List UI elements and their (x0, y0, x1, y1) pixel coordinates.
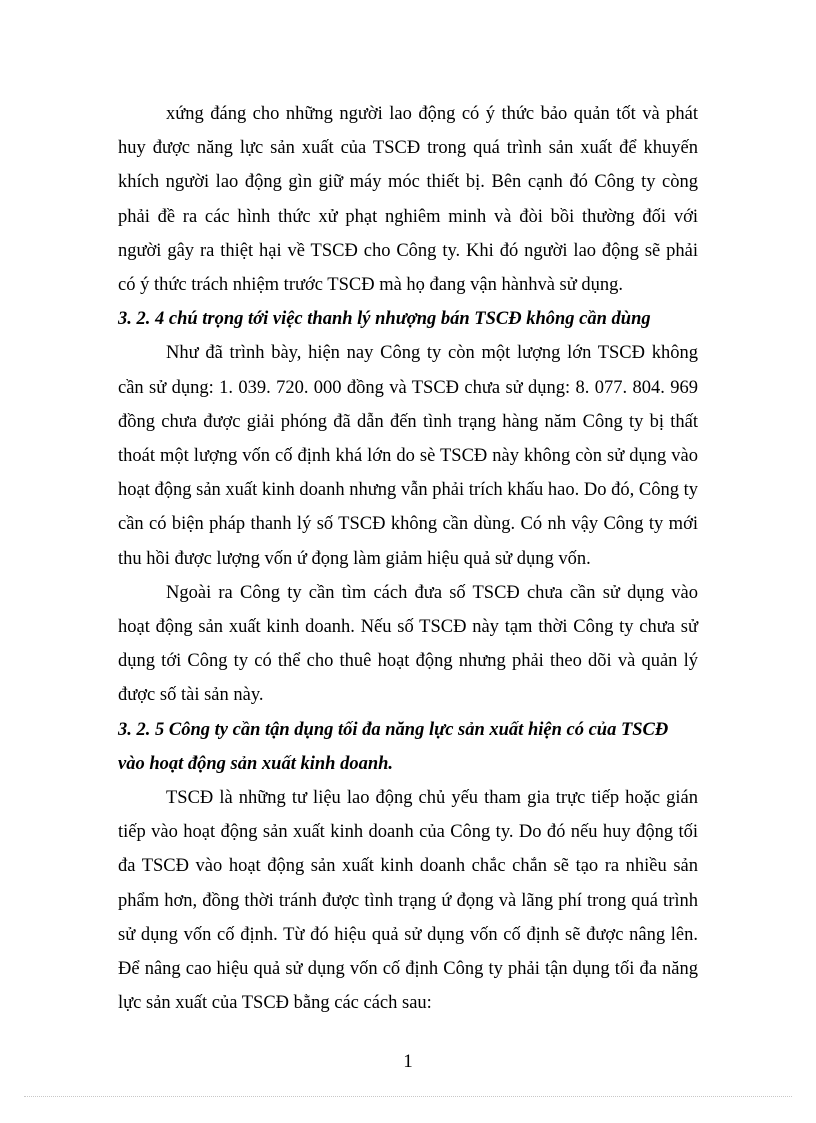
paragraph-capacity-utilization: TSCĐ là những tư liệu lao động chủ yếu tham gia trực tiếp hoặc gián tiếp vào hoạt động sản xuất kinh doanh của Công ty. Do đó nếu huy động tối đa TSCĐ vào hoạt động sản xuất kinh doanh chắc chắn sẽ tạo ra nhiều sản phẩm hơn, đồng thời tránh được tình trạng ứ đọng và lãng phí trong quá trình sử dụng vốn cố định. Từ đó hiệu quả sử dụng vốn cố định sẽ được nâng lên. Để nâng cao hiệu quả sử dụng vốn cố định Công ty phải tận dụng tối đa năng lực sản xuất của TSCĐ bằng các cách sau: (118, 788, 698, 1014)
page-content (118, 97, 698, 1020)
paragraph-asset-preservation: xứng đáng cho những người lao động có ý thức bảo quản tốt và phát huy được năng lực sản xuất của TSCĐ trong quá trình sản xuất để khuyến khích người lao động gìn giữ máy móc thiết bị. Bên cạnh đó Công ty còng phải đề ra các hình thức xử phạt nghiêm minh và đòi bồi thường đối với người gây ra thiệt hại về TSCĐ cho Công ty. Khi đó người lao động sẽ phải có ý thức trách nhiệm trước TSCĐ mà họ đang vận hànhvà sử dụng. (118, 104, 698, 296)
page-number: 1 (403, 1051, 413, 1072)
page-bottom-divider (24, 1096, 792, 1097)
section-heading-3-2-5: 3. 2. 5 Công ty cần tận dụng tối đa năng lực sản xuất hiện có của TSCĐ vào hoạt động sản xuất kinh doanh. (118, 719, 669, 774)
paragraph-unused-assets: Như đã trình bày, hiện nay Công ty còn một lượng lớn TSCĐ không cần sử dụng: 1. 039. 720. 000 đồng và TSCĐ chưa sử dụng: 8. 077. 804. 969 đồng chưa được giải phóng đã dẫn đến tình trạng hàng năm Công ty bị thất thoát một lượng vốn cố định khá lớn do sè TSCĐ này không còn sử dụng vào hoạt động sản xuất kinh doanh nhưng vẫn phải trích khấu hao. Do đó, Công ty cần có biện pháp thanh lý số TSCĐ không cần dùng. Có nh vậy Công ty mới thu hồi được lượng vốn ứ đọng làm giảm hiệu quả sử dụng vốn. (118, 343, 698, 569)
section-heading-3-2-4: 3. 2. 4 chú trọng tới việc thanh lý nhượng bán TSCĐ không cần dùng (118, 309, 651, 330)
paragraph-leasing-assets: Ngoài ra Công ty cần tìm cách đưa số TSCĐ chưa cần sử dụng vào hoạt động sản xuất kinh doanh. Nếu số TSCĐ này tạm thời Công ty chưa sử dụng tới Công ty có thể cho thuê hoạt động nhưng phải theo dõi và quản lý được số tài sản này. (118, 582, 698, 706)
